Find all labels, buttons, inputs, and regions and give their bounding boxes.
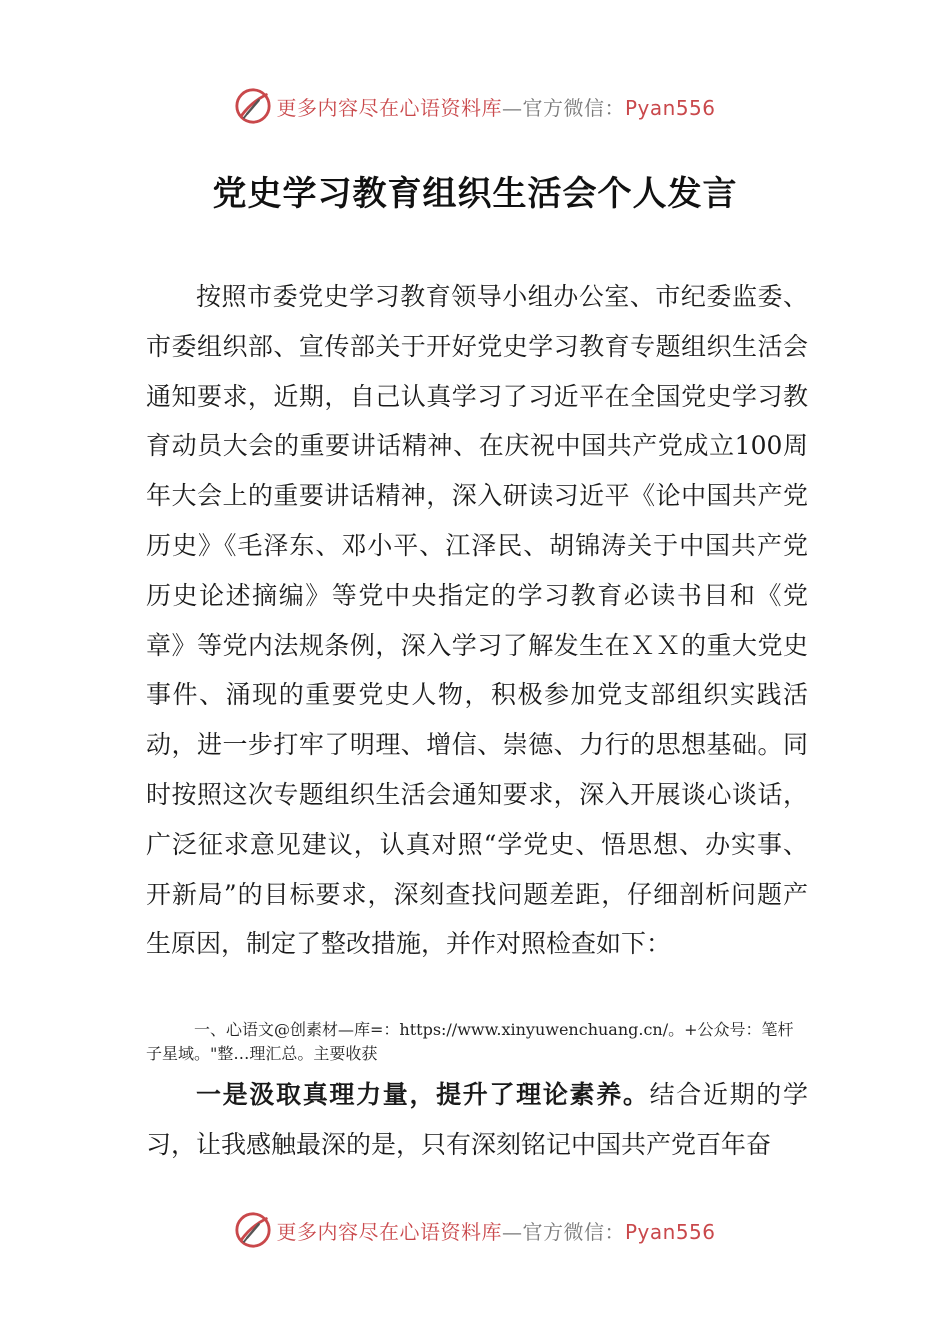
watermark-wechat-label: 官方微信： bbox=[522, 1219, 625, 1244]
watermark-wechat-id: Pyan556 bbox=[624, 1219, 716, 1244]
watermark-main: 更多内容尽在心语资料库 bbox=[276, 1219, 502, 1244]
point-one-text: 结合近期的学习，让我感触最深的是，只有深刻铭记中国共产党百年奋 bbox=[146, 1080, 808, 1159]
document-title: 党史学习教育组织生活会个人发言 bbox=[212, 174, 738, 214]
intro-paragraph: 按照市委党史学习教育领导小组办公室、市纪委监委、市委组织部、宣传部关于开好党史学习教育专题组织生活会通知要求，近期，自己认真学习了习近平在全国党史学习教育动员大会的重要讲话精神、在庆祝中国共产党成立100周年大会上的重要讲话精神，深入研读习近平《论中国共产党历史》《毛泽东、邓小平、江泽民、胡锦涛关于中国共产党历史论述摘编》等党中央指定的学习教育必读书目和《党章》等党内法规条例，深入学习了解发生在ＸＸ的重大党史事件、涌现的重要党史人物，积极参加党支部组织实践活动，进一步打牢了明理、增信、崇德、力行的思想基础。同时按照这次专题组织生活会通知要求，深入开展谈心谈话，广泛征求意见建议，认真对照“学党史、悟思想、办实事、开新局”的目标要求，深刻查找问题差距，仔细剖析问题产生原因，制定了整改措施，并作对照检查如下： bbox=[146, 282, 808, 959]
watermark-wechat-label: 官方微信： bbox=[522, 95, 625, 120]
watermark-text bbox=[276, 92, 715, 121]
point-one-paragraph bbox=[146, 1070, 808, 1170]
watermark-wechat-id: Pyan556 bbox=[624, 95, 716, 120]
watermark-footer bbox=[0, 1208, 950, 1252]
section-note: 一、心语文@创素材—库=：https://www.xinyuwenchuang.cn/。+公众号：笔杆子星域。"整…理汇总。主要收获 bbox=[146, 1020, 794, 1063]
watermark-main: 更多内容尽在心语资料库 bbox=[276, 95, 502, 120]
pen-logo-icon bbox=[234, 1211, 272, 1249]
watermark-dash: — bbox=[501, 95, 523, 120]
watermark-header bbox=[0, 84, 950, 128]
watermark-text bbox=[276, 1216, 715, 1245]
pen-logo-icon bbox=[234, 87, 272, 125]
watermark-dash: — bbox=[501, 1219, 523, 1244]
point-one-heading: 一是汲取真理力量，提升了理论素养。 bbox=[196, 1080, 650, 1109]
